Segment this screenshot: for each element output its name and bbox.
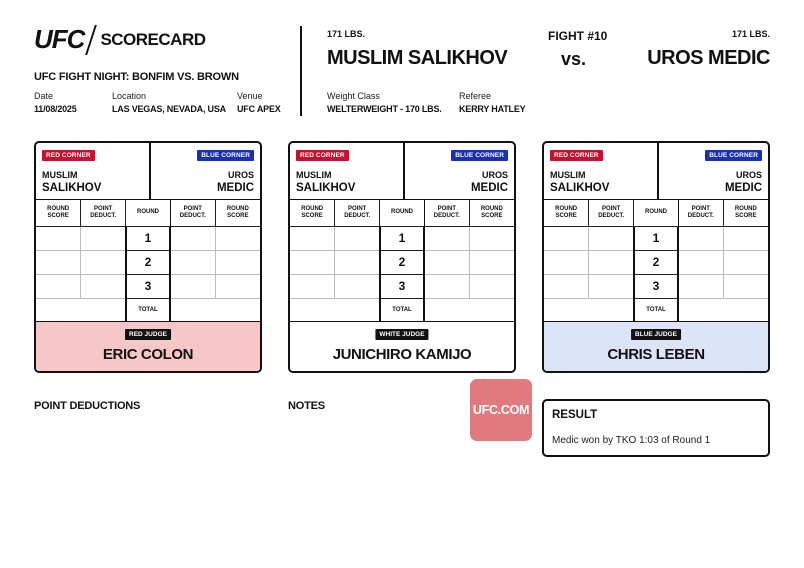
score-cell — [81, 226, 126, 250]
location-value: LAS VEGAS, NEVADA, USA — [112, 104, 226, 114]
weight-class-label: Weight Class — [327, 91, 380, 101]
blue-corner-badge: BLUE CORNER — [197, 150, 254, 161]
referee-value: KERRY HATLEY — [459, 104, 526, 114]
point-deduct-header: POINT DEDUCT. — [589, 200, 634, 226]
table-row — [544, 226, 768, 250]
fight-number: FIGHT #10 — [548, 29, 608, 43]
point-deduct-header: POINT DEDUCT. — [170, 200, 215, 226]
score-cell — [424, 250, 469, 274]
score-table — [36, 200, 260, 323]
table-row — [290, 250, 514, 274]
scorecard-red-judge — [34, 141, 262, 373]
round-score-header: ROUND SCORE — [36, 200, 81, 226]
round-number: 3 — [634, 274, 679, 298]
score-cell — [290, 274, 335, 298]
judge-badge: BLUE JUDGE — [631, 329, 681, 340]
round-header: ROUND — [126, 200, 171, 226]
red-corner-last-name: SALIKHOV — [296, 182, 356, 194]
total-cell — [36, 298, 126, 322]
score-cell — [544, 274, 589, 298]
score-cell — [544, 226, 589, 250]
red-corner-last-name: SALIKHOV — [42, 182, 102, 194]
judge-name: ERIC COLON — [102, 346, 194, 363]
round-number: 3 — [126, 274, 171, 298]
total-row — [290, 298, 514, 322]
total-cell — [170, 298, 260, 322]
round-header: ROUND — [380, 200, 425, 226]
location-label: Location — [112, 91, 147, 101]
score-cell — [215, 250, 260, 274]
score-cell — [589, 226, 634, 250]
round-number: 1 — [380, 226, 425, 250]
round-number: 2 — [634, 250, 679, 274]
result-box — [542, 399, 770, 457]
blue-corner-first-name: UROS — [227, 170, 254, 180]
score-cell — [335, 250, 380, 274]
red-fighter-weight: 171 LBS. — [327, 29, 366, 39]
blue-corner-first-name: UROS — [735, 170, 762, 180]
score-cell — [215, 226, 260, 250]
blue-fighter-weight: 171 LBS. — [731, 29, 770, 39]
round-score-header: ROUND SCORE — [544, 200, 589, 226]
point-deductions-heading: POINT DEDUCTIONS — [34, 400, 141, 412]
red-corner-badge: RED CORNER — [550, 150, 603, 161]
score-cell — [335, 226, 380, 250]
result-text: Medic won by TKO 1:03 of Round 1 — [552, 435, 711, 446]
round-score-header: ROUND SCORE — [469, 200, 514, 226]
score-cell — [678, 274, 723, 298]
blue-corner-last-name: MEDIC — [724, 182, 762, 194]
red-corner-first-name: MUSLIM — [550, 170, 586, 180]
score-cell — [469, 226, 514, 250]
judge-panel — [544, 321, 768, 371]
round-number: 2 — [126, 250, 171, 274]
point-deduct-header: POINT DEDUCT. — [81, 200, 126, 226]
red-corner-badge: RED CORNER — [42, 150, 95, 161]
venue-label: Venue — [237, 91, 263, 101]
total-cell — [424, 298, 514, 322]
table-row — [36, 274, 260, 298]
logo-divider — [86, 25, 98, 55]
blue-corner-first-name: UROS — [481, 170, 508, 180]
table-row — [544, 250, 768, 274]
card-corners — [290, 143, 514, 200]
score-cell — [81, 274, 126, 298]
event-title: UFC FIGHT NIGHT: BONFIM VS. BROWN — [34, 71, 239, 83]
score-cell — [170, 250, 215, 274]
score-cell — [678, 250, 723, 274]
judge-badge: RED JUDGE — [125, 329, 171, 340]
total-label: TOTAL — [126, 298, 171, 322]
score-cell — [424, 274, 469, 298]
ufc-logo — [34, 24, 206, 55]
score-cell — [170, 274, 215, 298]
venue-value: UFC APEX — [237, 104, 281, 114]
scorecard-white-judge — [288, 141, 516, 373]
score-cell — [290, 250, 335, 274]
score-cell — [678, 226, 723, 250]
corner-divider — [149, 143, 151, 200]
round-score-header: ROUND SCORE — [215, 200, 260, 226]
red-corner-badge: RED CORNER — [296, 150, 349, 161]
judge-badge: WHITE JUDGE — [375, 329, 428, 340]
score-cell — [215, 274, 260, 298]
card-corners — [544, 143, 768, 200]
judge-name: CHRIS LEBEN — [607, 346, 705, 363]
blue-corner-last-name: MEDIC — [470, 182, 508, 194]
red-corner-first-name: MUSLIM — [42, 170, 78, 180]
table-row — [36, 226, 260, 250]
point-deduct-header: POINT DEDUCT. — [335, 200, 380, 226]
score-cell — [589, 250, 634, 274]
total-label: TOTAL — [380, 298, 425, 322]
judge-panel — [36, 321, 260, 371]
score-table — [544, 200, 768, 323]
date-value: 11/08/2025 — [34, 104, 77, 114]
round-number: 1 — [634, 226, 679, 250]
notes-heading: NOTES — [288, 400, 325, 412]
table-row — [290, 226, 514, 250]
score-cell — [589, 274, 634, 298]
scorecard-blue-judge — [542, 141, 770, 373]
vs-text: vs. — [561, 49, 587, 69]
score-cell — [36, 274, 81, 298]
round-number: 2 — [380, 250, 425, 274]
score-cell — [335, 274, 380, 298]
table-row — [544, 274, 768, 298]
total-cell — [544, 298, 634, 322]
card-corners — [36, 143, 260, 200]
referee-label: Referee — [459, 91, 492, 101]
result-heading: RESULT — [552, 409, 598, 421]
ufc-com-badge: UFC.COM — [470, 379, 532, 441]
score-cell — [469, 274, 514, 298]
total-label: TOTAL — [634, 298, 679, 322]
total-row — [36, 298, 260, 322]
score-table — [290, 200, 514, 323]
score-cell — [424, 226, 469, 250]
red-corner-last-name: SALIKHOV — [550, 182, 610, 194]
point-deduct-header: POINT DEDUCT. — [424, 200, 469, 226]
judge-panel — [290, 321, 514, 371]
score-cell — [36, 226, 81, 250]
round-score-header: ROUND SCORE — [290, 200, 335, 226]
red-fighter-name: MUSLIM SALIKHOV — [327, 47, 508, 69]
score-cell — [723, 274, 768, 298]
header-divider — [300, 26, 302, 116]
total-cell — [290, 298, 380, 322]
score-cell — [36, 250, 81, 274]
table-row — [290, 274, 514, 298]
total-cell — [678, 298, 768, 322]
blue-corner-badge: BLUE CORNER — [451, 150, 508, 161]
logo-ufc-text: UFC — [34, 24, 85, 54]
score-cell — [170, 226, 215, 250]
scorecard-title: SCORECARD — [100, 29, 206, 49]
score-cell — [723, 226, 768, 250]
blue-corner-last-name: MEDIC — [216, 182, 254, 194]
red-corner-first-name: MUSLIM — [296, 170, 332, 180]
score-cell — [544, 250, 589, 274]
total-row — [544, 298, 768, 322]
round-score-header: ROUND SCORE — [723, 200, 768, 226]
judge-name: JUNICHIRO KAMIJO — [332, 346, 472, 363]
round-number: 3 — [380, 274, 425, 298]
score-cell — [81, 250, 126, 274]
date-label: Date — [34, 91, 54, 101]
corner-divider — [403, 143, 405, 200]
round-number: 1 — [126, 226, 171, 250]
score-cell — [469, 250, 514, 274]
round-header: ROUND — [634, 200, 679, 226]
score-cell — [723, 250, 768, 274]
score-cell — [290, 226, 335, 250]
corner-divider — [657, 143, 659, 200]
table-row — [36, 250, 260, 274]
weight-class-value: WELTERWEIGHT - 170 LBS. — [327, 104, 442, 114]
point-deduct-header: POINT DEDUCT. — [678, 200, 723, 226]
blue-corner-badge: BLUE CORNER — [705, 150, 762, 161]
blue-fighter-name: UROS MEDIC — [647, 47, 770, 69]
